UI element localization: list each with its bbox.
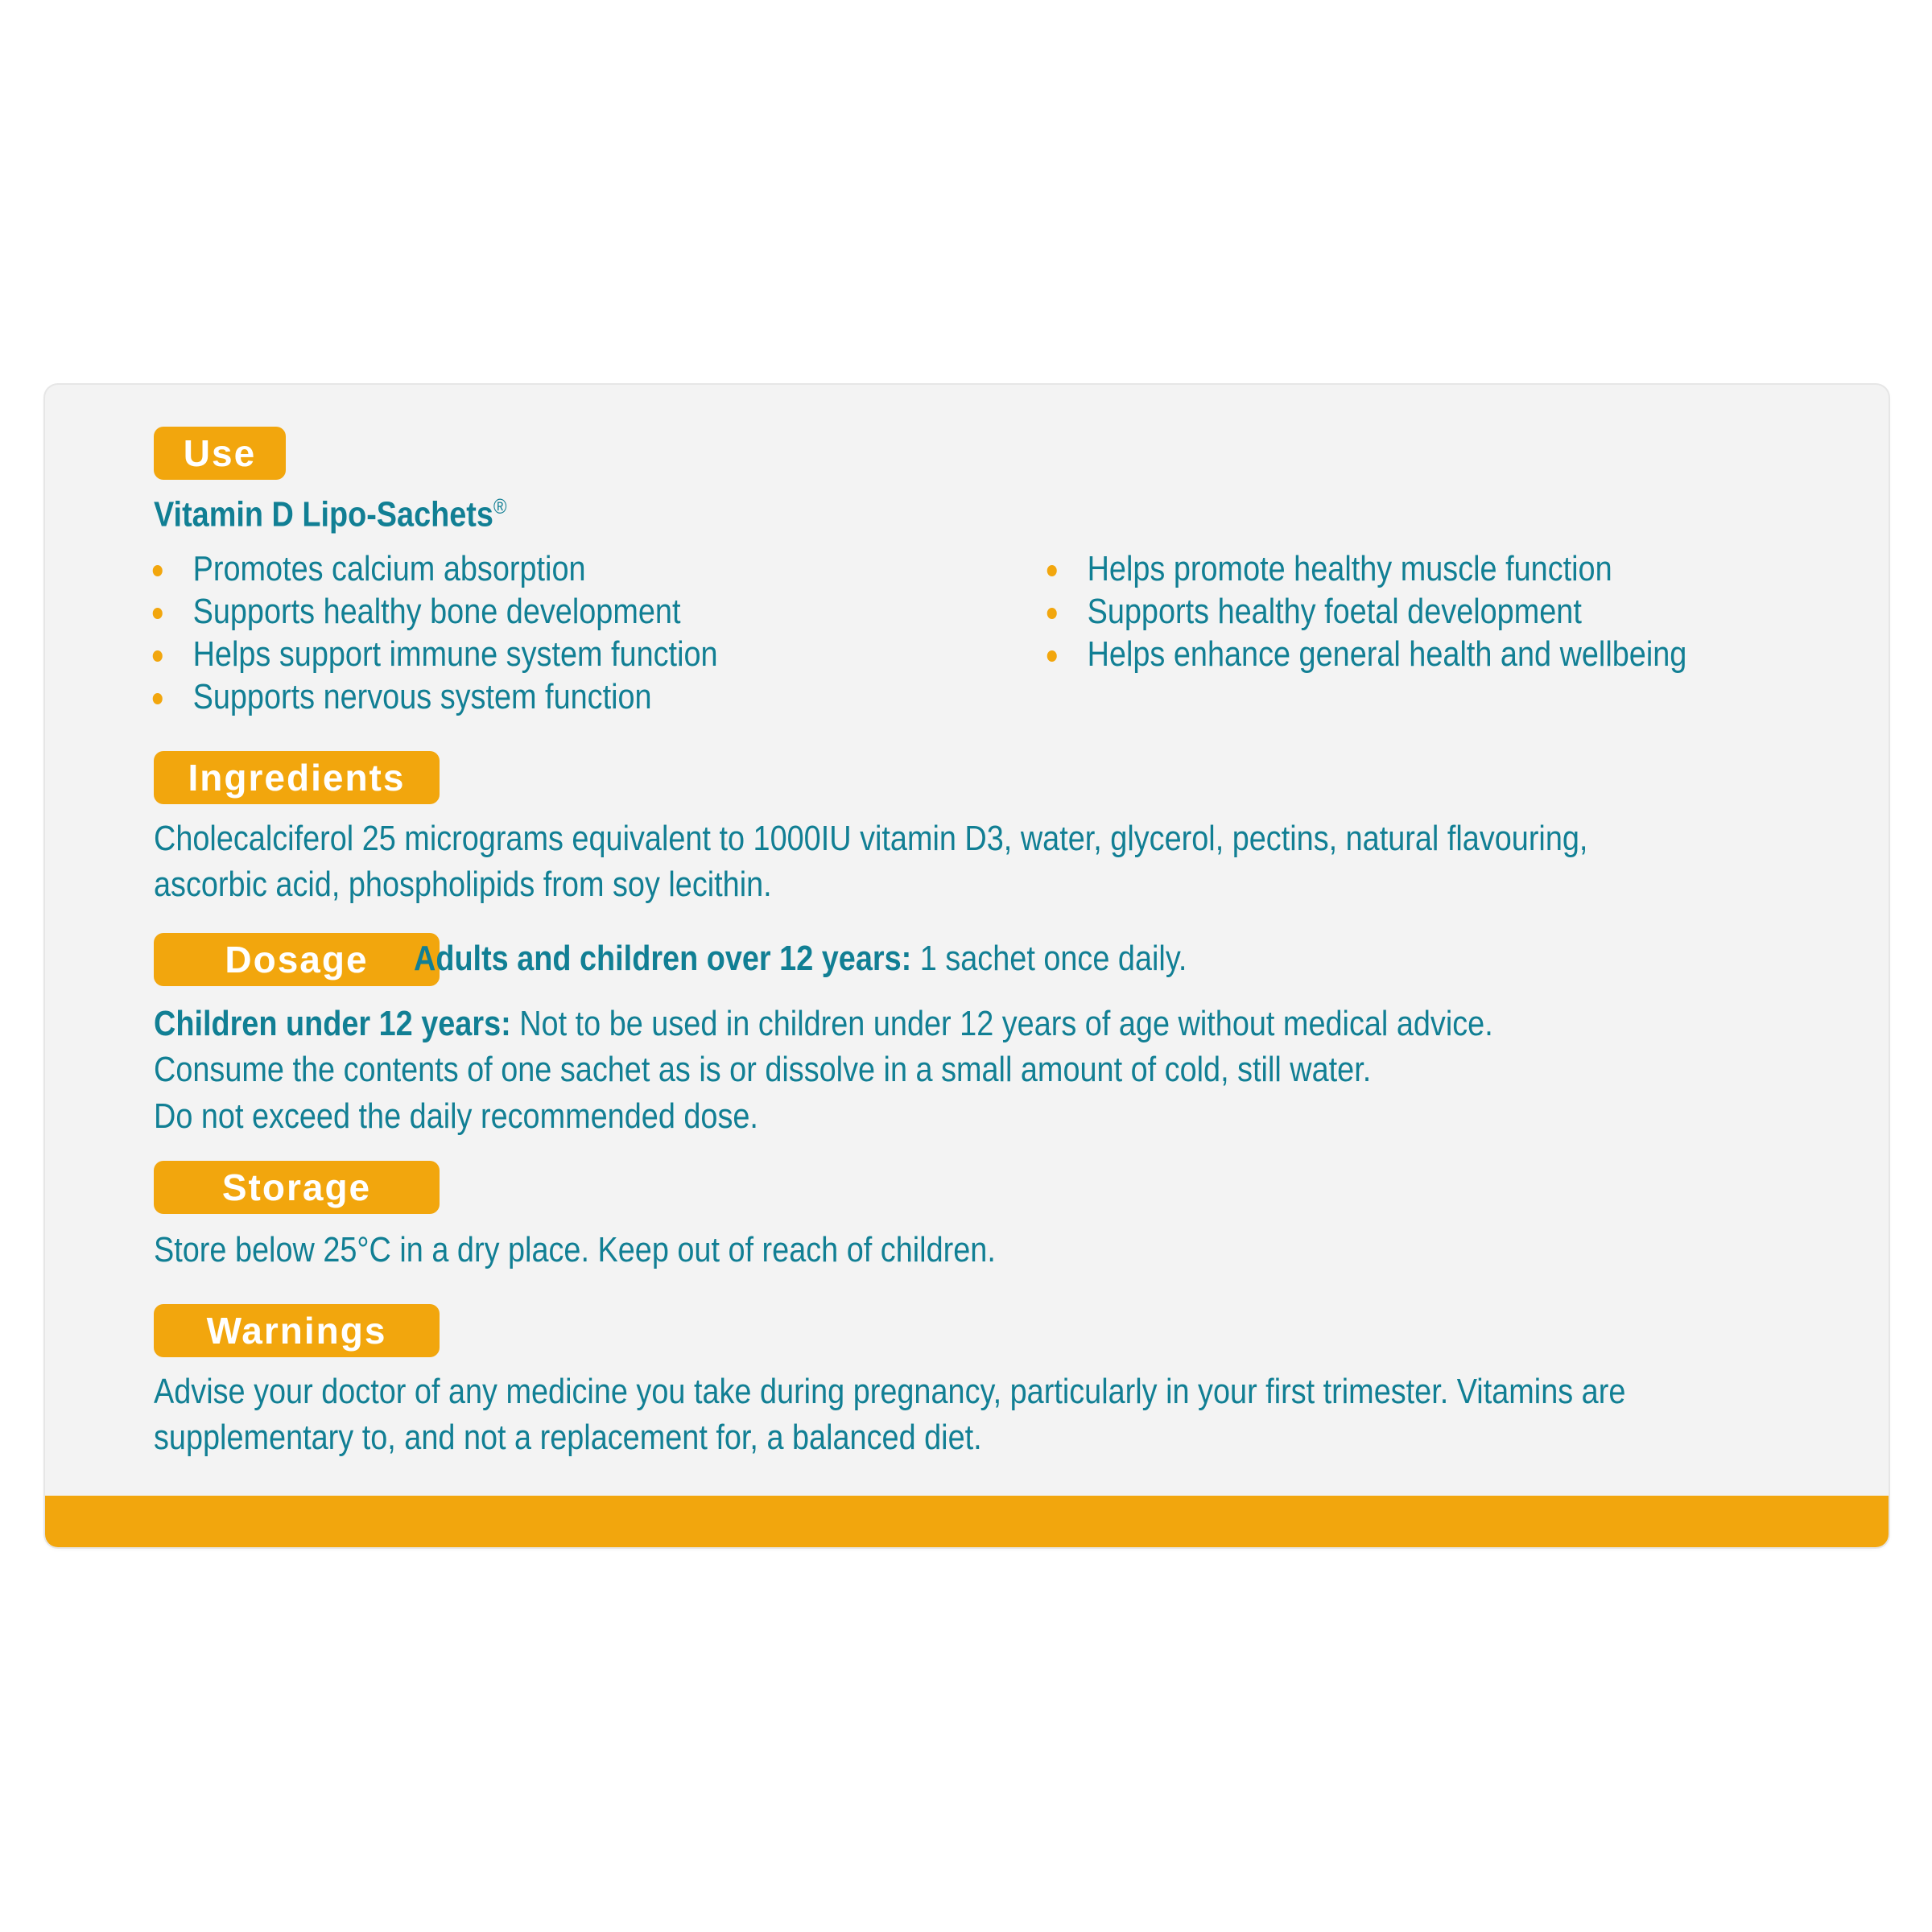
ingredients-heading: Ingredients <box>154 751 440 804</box>
dosage-heading: Dosage <box>154 933 440 986</box>
warnings-heading: Warnings <box>154 1304 440 1357</box>
list-item: Supports healthy bone development <box>151 590 718 633</box>
list-item: Helps enhance general health and wellbeing <box>1046 633 1686 675</box>
dosage-children-label: Children under 12 years: <box>154 1004 511 1043</box>
bullet-icon <box>1047 608 1057 619</box>
bullet-icon <box>153 608 163 619</box>
ingredients-line-1: Cholecalciferol 25 micrograms equivalent to 1000IU vitamin D3, water, glycerol, pectins, natural flavouring, <box>154 819 1588 858</box>
dosage-adults <box>414 939 1187 979</box>
dosage-adults-label: Adults and children over 12 years: <box>414 939 912 978</box>
bullet-icon <box>1047 565 1057 576</box>
info-card <box>45 385 1889 1547</box>
bullet-icon <box>153 650 163 662</box>
dosage-adults-text: 1 sachet once daily. <box>911 939 1187 978</box>
dosage-line-3: Do not exceed the daily recommended dose. <box>154 1096 758 1136</box>
product-name: Vitamin D Lipo-Sachets® <box>154 494 507 535</box>
list-item: Helps promote healthy muscle function <box>1046 547 1686 590</box>
bullet-icon <box>153 693 163 704</box>
storage-text: Store below 25°C in a dry place. Keep out of reach of children. <box>154 1230 996 1269</box>
dosage-children <box>154 1001 1493 1046</box>
benefits-list-right <box>1046 547 1686 675</box>
dosage-children-text: Not to be used in children under 12 years of age without medical advice. <box>510 1004 1493 1043</box>
list-item: Helps support immune system function <box>151 633 718 675</box>
card-footer-stripe <box>45 1496 1889 1547</box>
bullet-icon <box>1047 650 1057 662</box>
benefits-list-left <box>151 547 718 718</box>
list-item: Supports healthy foetal development <box>1046 590 1686 633</box>
use-heading: Use <box>154 427 286 480</box>
dosage-line-2: Consume the contents of one sachet as is or dissolve in a small amount of cold, still water. <box>154 1050 1372 1089</box>
bullet-icon <box>153 565 163 576</box>
warnings-line-2: supplementary to, and not a replacement for, a balanced diet. <box>154 1418 982 1457</box>
list-item: Promotes calcium absorption <box>151 547 718 590</box>
ingredients-line-2: ascorbic acid, phospholipids from soy lecithin. <box>154 865 772 904</box>
registered-mark: ® <box>493 494 507 518</box>
warnings-line-1: Advise your doctor of any medicine you take during pregnancy, particularly in your first trimester. Vitamins are <box>154 1372 1626 1411</box>
list-item: Supports nervous system function <box>151 675 718 718</box>
storage-heading: Storage <box>154 1161 440 1214</box>
